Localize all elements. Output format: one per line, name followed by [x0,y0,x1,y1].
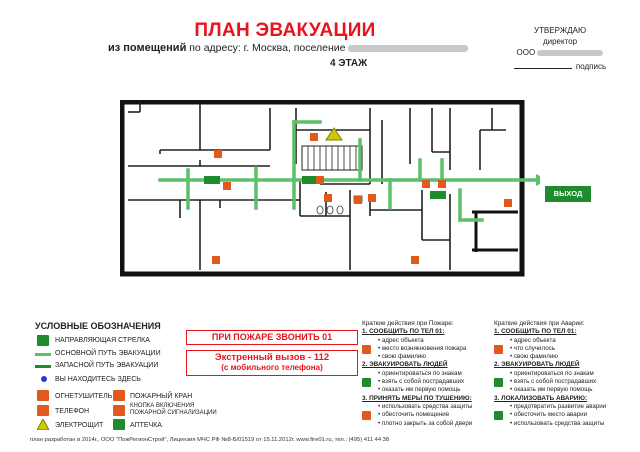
accident-step-3: 3. ЛОКАЛИЗОВАТЬ АВАРИЮ: [494,394,588,402]
phone-icon [494,345,503,354]
accident-step3-item: • обесточить место аварии [494,411,606,419]
direction-arrow-icon [494,378,503,387]
phone-icon [362,345,371,354]
legend-alarm-button [130,403,217,417]
accident-step3-item: • предотвратить развитие аварии [494,403,606,411]
fire-actions-column [362,320,472,428]
accident-step2-item: • ориентироваться по знакам [494,370,606,378]
emergency-call-box [186,350,358,376]
reserve-route-line [35,365,51,368]
accident-actions-heading: Краткие действия при Аварии: [494,320,585,327]
inner-walls [128,102,506,270]
legend-title: УСЛОВНЫЕ ОБОЗНАЧЕНИЯ [35,321,161,331]
exit-sign: ВЫХОД [545,186,591,202]
legend-direction-arrow: НАПРАВЛЯЮЩАЯ СТРЕЛКА [55,337,150,344]
fire-step-1: 1. СООБЩИТЬ ПО ТЕЛ 01: [362,328,445,336]
fire-step2-item: • ориентироваться по знакам [362,370,472,378]
approval-block [500,25,620,72]
org-prefix: ООО [516,48,536,57]
accident-step2-item: • оказать им первую помощь [494,386,606,394]
blurred-org-name [537,50,603,56]
emergency-line2: (с мобильного телефона) [221,363,323,372]
address-line [108,42,468,54]
direction-arrow-icon [362,378,371,387]
phone-icon [37,405,49,416]
legend-alarm-line2: ПОЖАРНОЙ СИГНАЛИЗАЦИИ [130,410,217,416]
subtitle-bold: из помещений [108,42,187,54]
emergency-line1: Экстренный вызов - 112 [214,352,330,363]
accident-step1-item: • адрес объекта [494,337,606,345]
fire-step-3: 3. ПРИНЯТЬ МЕРЫ ПО ТУШЕНИЮ: [362,394,472,402]
route-arrow-to-exit [536,174,540,186]
accident-actions-column [494,320,606,428]
thick-partitions [472,212,518,252]
fire-step3-item: • обесточить помещение [362,411,472,419]
extinguisher-icon [37,390,49,401]
accident-step-1: 1. СООБЩИТЬ ПО ТЕЛ 01: [494,328,577,336]
page-title: ПЛАН ЭВАКУАЦИИ [194,20,376,41]
approve-org-line [500,47,620,58]
outer-walls [122,102,522,274]
floor-plan [120,100,540,280]
fire-step2-item: • взять с собой пострадавших [362,378,472,386]
accident-step1-item: • свою фамилию [494,353,606,361]
alarm-button-icon [113,405,125,416]
staircase [302,146,362,170]
legend-fire-hydrant: ПОЖАРНЫЙ КРАН [130,393,193,400]
fire-step3-item: • использовать средства защиты [362,403,472,411]
blurred-settlement-name [348,45,468,52]
legend-main-route: ОСНОВНОЙ ПУТЬ ЭВАКУАЦИИ [55,350,161,357]
signature-label: подпись [575,62,607,71]
fire-step2-item: • оказать им первую помощь [362,386,472,394]
first-aid-icon [494,411,503,420]
fire-step1-item: • адрес объекта [362,337,472,345]
accident-step2-item: • взять с собой пострадавших [494,378,606,386]
accident-step3-item: • использовать средства защиты [494,420,606,428]
legend-extinguisher: ОГНЕТУШИТЕЛЬ [55,393,113,400]
fire-step-2: 2. ЭВАКУИРОВАТЬ ЛЮДЕЙ [362,361,448,369]
you-are-here-dot [41,376,47,382]
first-aid-icon [113,419,125,430]
legend-reserve-route: ЗАПАСНОЙ ПУТЬ ЭВАКУАЦИИ [55,362,159,369]
fire-step1-item: • место возникновения пожара [362,345,472,353]
fire-step3-item: • плотно закрыть за собой двери [362,420,472,428]
fire-actions-heading: Краткие действия при Пожаре: [362,320,454,327]
footer-credits: план разработан в 2014г., ООО "ПожРегионСтрой", Лицензия МЧС РФ №8-Б/01519 от 15.11.2012г. www.fire01.ru, тел.: (495) 411 44 38 [30,437,390,443]
subtitle-address: по адресу: г. Москва, поселение [189,42,346,54]
legend-phone: ТЕЛЕФОН [55,408,90,415]
accident-step-2: 2. ЭВАКУИРОВАТЬ ЛЮДЕЙ [494,361,580,369]
signature-underline [514,68,572,69]
floor-label: 4 ЭТАЖ [330,58,368,69]
legend-electric-panel: ЭЛЕКТРОЩИТ [55,422,104,429]
fire-step1-item: • свою фамилию [362,353,472,361]
fire-call-box: ПРИ ПОЖАРЕ ЗВОНИТЬ 01 [186,330,358,345]
main-route-line [35,353,51,356]
fire-hydrant-icon [113,390,125,401]
legend-alarm-line1: КНОПКА ВКЛЮЧЕНИЯ [130,403,195,409]
approve-heading: УТВЕРЖДАЮ [533,26,587,35]
electric-panel-legend-icon [37,419,49,430]
legend-you-are-here: ВЫ НАХОДИТЕСЬ ЗДЕСЬ [55,376,141,383]
legend-first-aid: АПТЕЧКА [130,422,162,429]
accident-step1-item: • что случилось [494,345,606,353]
signature-line [500,61,620,72]
extinguisher-icon [362,411,371,420]
direction-arrow-icon [37,335,49,346]
approve-position: директор [542,37,578,46]
